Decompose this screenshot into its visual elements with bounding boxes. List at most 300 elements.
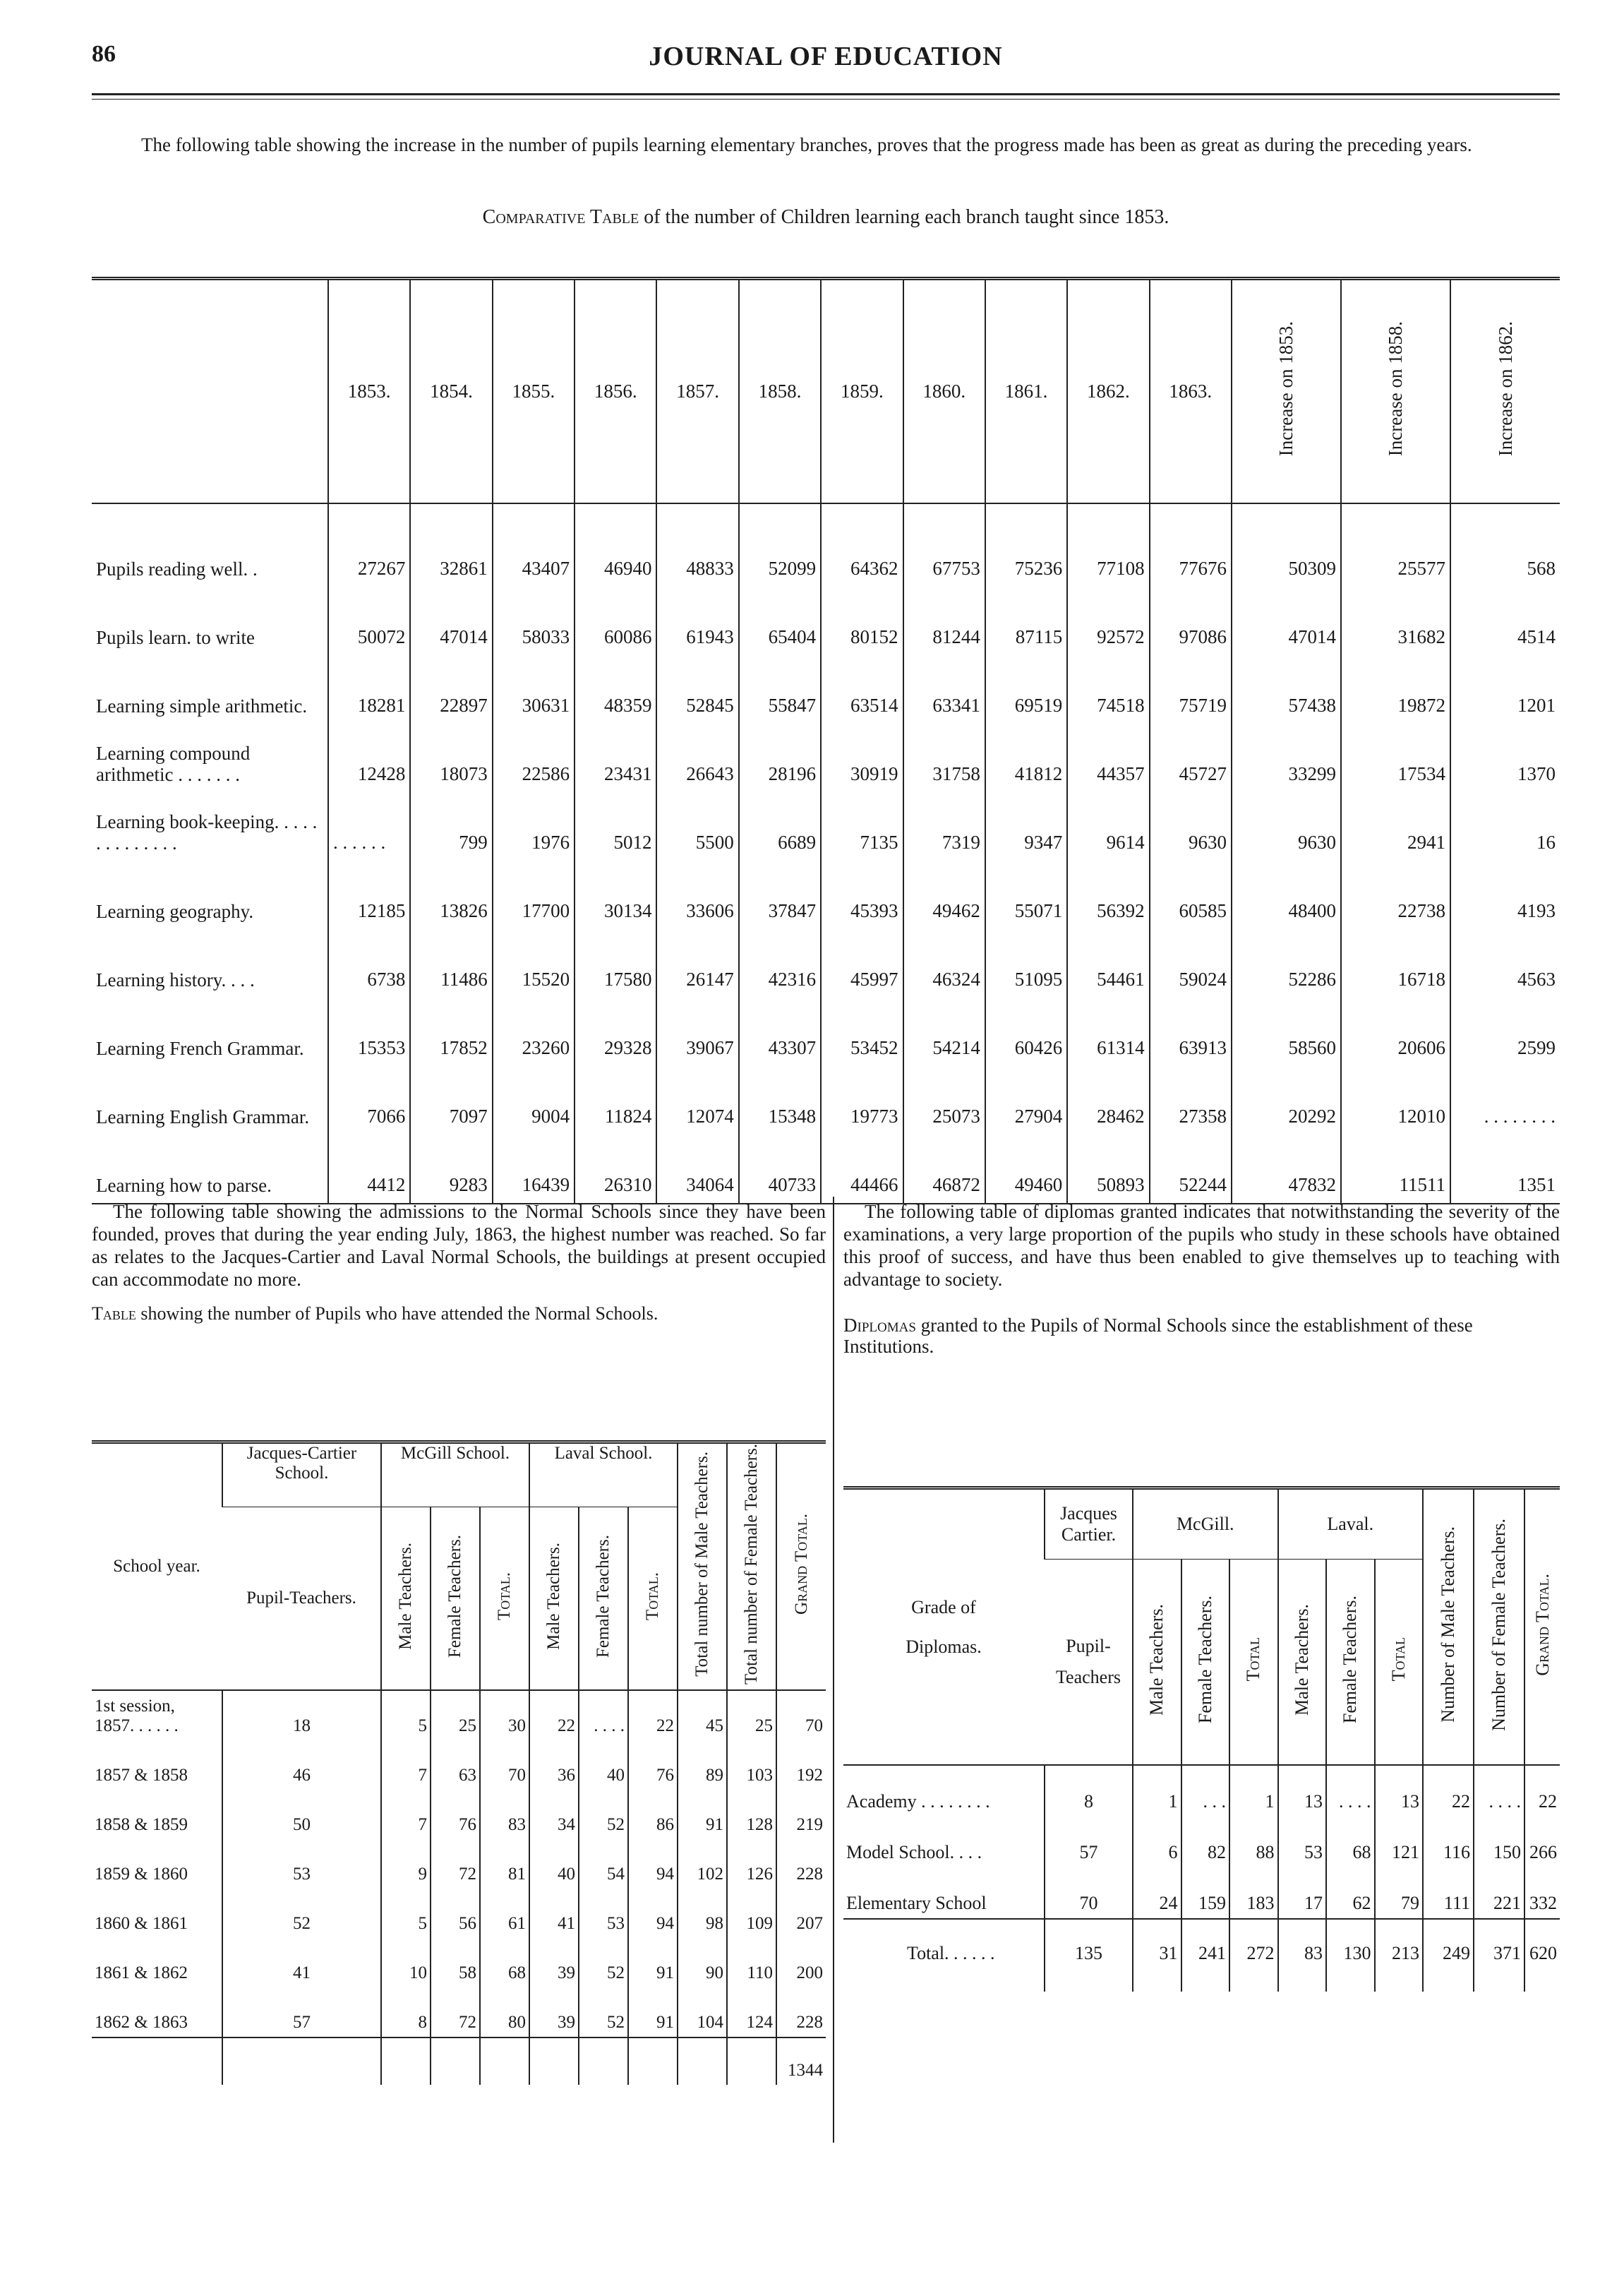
table-cell: 89 [678, 1740, 727, 1790]
table-cell: 7135 [821, 792, 903, 861]
table-cell: 46 [222, 1740, 381, 1790]
table-cell: 26310 [575, 1135, 656, 1204]
mcgill-total-header [480, 1507, 529, 1690]
caption-rest: of the number of Children learning each branch taught since 1853. [639, 206, 1169, 228]
table-cell: 55071 [985, 861, 1067, 929]
table-cell: 241 [1181, 1919, 1230, 1992]
table-cell: 31682 [1341, 587, 1450, 655]
table-cell: 63341 [903, 655, 985, 724]
table-cell: 70 [1045, 1867, 1133, 1919]
table-cell: 39 [529, 1987, 579, 2037]
table-cell: 46872 [903, 1135, 985, 1204]
table-row [843, 1867, 1560, 1919]
table-cell: 8 [381, 1987, 431, 2037]
table-cell: 50 [222, 1790, 381, 1839]
table-cell: 5 [381, 1690, 431, 1740]
table-cell: 42316 [739, 929, 821, 998]
table-cell: 64362 [821, 503, 903, 587]
empty-cell [92, 2037, 222, 2085]
table-cell: 34064 [656, 1135, 738, 1204]
table-cell: 1201 [1450, 655, 1560, 724]
table-cell: 7097 [410, 1066, 492, 1135]
table-cell: 126 [727, 1839, 776, 1889]
table-cell: 48400 [1232, 861, 1341, 929]
table-cell: 22 [628, 1690, 678, 1740]
total-male-label: Total number of Male Teachers. [692, 1452, 711, 1677]
laval-male-header [1278, 1560, 1327, 1766]
table-cell: 16439 [493, 1135, 575, 1204]
table-cell: 128 [727, 1790, 776, 1839]
school-year-cell: 1862 & 1863 [95, 2013, 188, 2033]
table-cell: 45 [678, 1690, 727, 1740]
mcgill-male-header [381, 1507, 431, 1690]
year-header: 1855. [493, 279, 575, 503]
table-cell: 15520 [493, 929, 575, 998]
comparative-table [92, 277, 1560, 1204]
table-cell: 60585 [1150, 861, 1232, 929]
table-cell: 18281 [328, 655, 410, 724]
table-cell: 37847 [739, 861, 821, 929]
table-cell: 104 [678, 1987, 727, 2037]
year-header: 1854. [410, 279, 492, 503]
table-cell: 52244 [1150, 1135, 1232, 1204]
table-cell: 4514 [1450, 587, 1560, 655]
table-cell: 11511 [1341, 1135, 1450, 1204]
table-cell: 1976 [493, 792, 575, 861]
table-cell: 221 [1474, 1867, 1524, 1919]
table-cell: 39067 [656, 998, 738, 1066]
table-cell: 183 [1229, 1867, 1278, 1919]
table-cell: 620 [1524, 1919, 1560, 1992]
table-cell: 32861 [410, 503, 492, 587]
table-cell: 57 [1045, 1817, 1133, 1867]
empty-cell [529, 2037, 579, 2085]
mcgill-female-header [1181, 1560, 1230, 1766]
table-cell: 213 [1375, 1919, 1424, 1992]
table-cell: 5 [381, 1889, 431, 1938]
grand-sum-cell: 1344 [776, 2037, 826, 2085]
empty-cell [579, 2037, 628, 2085]
table-cell: 266 [1524, 1817, 1560, 1867]
laval-female-header [579, 1507, 628, 1690]
school-year-cell: 1861 & 1862 [95, 1963, 188, 1983]
table-cell: 135 [1045, 1919, 1133, 1992]
table-cell: 70 [480, 1740, 529, 1790]
female-label: Female Teachers. [594, 1534, 613, 1658]
table-cell: 53 [579, 1889, 628, 1938]
table-cell: 52286 [1232, 929, 1341, 998]
table-cell: 81 [480, 1839, 529, 1889]
table-cell: 30134 [575, 861, 656, 929]
table-cell: 219 [776, 1790, 826, 1839]
row-label-header [92, 279, 328, 503]
row-label: Learning French Grammar. [96, 1037, 304, 1059]
increase-header [1450, 279, 1560, 503]
table-cell: 62 [1326, 1867, 1375, 1919]
year-header: 1863. [1150, 279, 1232, 503]
table-cell: 40 [529, 1839, 579, 1889]
table-cell: 28462 [1067, 1066, 1149, 1135]
table-cell: 12074 [656, 1066, 738, 1135]
table-cell: 51095 [985, 929, 1067, 998]
table-cell: 12185 [328, 861, 410, 929]
table-cell: 130 [1326, 1919, 1375, 1992]
table-cell: 44357 [1067, 724, 1149, 792]
table-cell: 102 [678, 1839, 727, 1889]
table-cell: 39 [529, 1938, 579, 1987]
diplomas-caption [843, 1315, 1560, 1357]
journal-title: JOURNAL OF EDUCATION [649, 42, 1003, 71]
table-row [92, 1690, 826, 1740]
table-cell: 53 [222, 1839, 381, 1889]
empty-cell [222, 2037, 381, 2085]
table-cell: 13826 [410, 861, 492, 929]
table-cell: 9630 [1232, 792, 1341, 861]
table-cell: 27267 [328, 503, 410, 587]
table-cell: 50309 [1232, 503, 1341, 587]
table-cell: 63 [431, 1740, 480, 1790]
table-cell: 28196 [739, 724, 821, 792]
mcgill-group-header: McGill School. [381, 1442, 529, 1507]
table-cell: 94 [628, 1839, 678, 1889]
table-cell: 52 [222, 1889, 381, 1938]
row-label: Pupils reading well. . [96, 558, 258, 580]
female-label: Female Teachers. [1340, 1595, 1361, 1724]
table-cell: 43407 [493, 503, 575, 587]
table-cell: 47832 [1232, 1135, 1341, 1204]
table-cell: 22897 [410, 655, 492, 724]
table-cell: 56 [431, 1889, 480, 1938]
table-row [92, 1790, 826, 1839]
row-label: Learning how to parse. [92, 1135, 328, 1204]
table-cell: 17580 [575, 929, 656, 998]
table-cell: 41812 [985, 724, 1067, 792]
table-cell: 116 [1423, 1817, 1474, 1867]
table-cell: 22738 [1341, 861, 1450, 929]
table-cell: . . . . [579, 1690, 628, 1740]
table-cell: 49460 [985, 1135, 1067, 1204]
row-label: Learning compound arithmetic . . . . . . . [96, 742, 251, 785]
table-cell: 4412 [328, 1135, 410, 1204]
grand-total-header [776, 1442, 826, 1691]
table-cell: 111 [1423, 1867, 1474, 1919]
table-cell: 76 [431, 1790, 480, 1839]
table-cell: 91 [678, 1790, 727, 1839]
grade-label: Grade of Diplomas. [906, 1596, 982, 1657]
table-cell: 121 [1375, 1817, 1424, 1867]
table-cell: 9 [381, 1839, 431, 1889]
school-year-cell: 1859 & 1860 [95, 1865, 188, 1884]
grand-sum-row [92, 2037, 826, 2085]
table-cell: 72 [431, 1839, 480, 1889]
table-cell: . . . [1181, 1765, 1230, 1817]
table-cell: 53 [1278, 1817, 1327, 1867]
empty-cell [727, 2037, 776, 2085]
jacques-cartier-group-header: Jacques-Cartier School. [222, 1442, 381, 1507]
mcgill-total-header [1229, 1560, 1278, 1766]
num-male-header [1423, 1488, 1474, 1766]
year-header: 1860. [903, 279, 985, 503]
row-label: Learning geography. [96, 900, 254, 922]
pupil-teachers-header: Pupil-Teachers. [222, 1507, 381, 1690]
year-header: 1853. [328, 279, 410, 503]
total-male-header [678, 1442, 727, 1691]
table-cell: 22 [1524, 1765, 1560, 1817]
table-cell: 19773 [821, 1066, 903, 1135]
grand-total-label: Grand Total. [1532, 1573, 1553, 1676]
table-cell: 25073 [903, 1066, 985, 1135]
table-row [92, 861, 1560, 929]
table-cell: 47014 [410, 587, 492, 655]
table-cell: 6738 [328, 929, 410, 998]
table-cell: 60086 [575, 587, 656, 655]
table-cell: . . . . . . [328, 792, 410, 861]
table-cell: 53452 [821, 998, 903, 1066]
table-cell: 43307 [739, 998, 821, 1066]
table-cell: 91 [628, 1987, 678, 2037]
table-cell: 80152 [821, 587, 903, 655]
mcgill-female-header [431, 1507, 480, 1690]
table-row [92, 998, 1560, 1066]
table-cell: 58033 [493, 587, 575, 655]
table-cell: 46940 [575, 503, 656, 587]
table-cell: 97086 [1150, 587, 1232, 655]
table-cell: 94 [628, 1889, 678, 1938]
table-cell: 59024 [1150, 929, 1232, 998]
table-cell: 332 [1524, 1867, 1560, 1919]
table-row [843, 1817, 1560, 1867]
school-year-cell: 1857 & 1858 [95, 1766, 188, 1785]
table-cell: 1370 [1450, 724, 1560, 792]
row-label: Learning simple arithmetic. [96, 695, 308, 717]
table-cell: 23260 [493, 998, 575, 1066]
table-cell: 17534 [1341, 724, 1450, 792]
table-cell: 90 [678, 1938, 727, 1987]
header-rule [92, 93, 1560, 100]
mcgill-group-header: McGill. [1133, 1488, 1278, 1560]
male-label: Male Teachers. [396, 1542, 415, 1650]
table-cell: 92572 [1067, 587, 1149, 655]
table-cell: 61314 [1067, 998, 1149, 1066]
grand-total-header [1524, 1488, 1560, 1766]
table-row [92, 1839, 826, 1889]
table-cell: 52 [579, 1790, 628, 1839]
table-cell: 110 [727, 1938, 776, 1987]
table-cell: 33606 [656, 861, 738, 929]
empty-cell [628, 2037, 678, 2085]
year-header: 1857. [656, 279, 738, 503]
table-cell: 1 [1229, 1765, 1278, 1817]
caption-lead: Comparative Table [482, 206, 639, 228]
laval-group-header: Laval. [1278, 1488, 1424, 1560]
table-cell: 86 [628, 1790, 678, 1839]
table-cell: 65404 [739, 587, 821, 655]
table-cell: 52099 [739, 503, 821, 587]
diplomas-body [843, 1765, 1560, 1992]
table-cell: 79 [1375, 1867, 1424, 1919]
table-cell: 12428 [328, 724, 410, 792]
year-header: 1859. [821, 279, 903, 503]
table-cell: 30631 [493, 655, 575, 724]
table-cell: 1 [1133, 1765, 1181, 1817]
increase-header [1341, 279, 1450, 503]
table-cell: 17700 [493, 861, 575, 929]
jacques-cartier-group-header: Jacques Cartier. [1045, 1488, 1133, 1560]
table-cell: 31 [1133, 1919, 1181, 1992]
table-cell: 1351 [1450, 1135, 1560, 1204]
table-cell: 70 [776, 1690, 826, 1740]
table-cell: 20292 [1232, 1066, 1341, 1135]
table-cell: 27358 [1150, 1066, 1232, 1135]
table-cell: 82 [1181, 1817, 1230, 1867]
table-cell: 52 [579, 1938, 628, 1987]
table-cell: 83 [480, 1790, 529, 1839]
increase-header [1232, 279, 1341, 503]
total-label: Total. [495, 1572, 514, 1620]
caption-lead: Table [92, 1303, 136, 1324]
pupil-teachers-header [1045, 1560, 1133, 1766]
table-cell: 9630 [1150, 792, 1232, 861]
table-cell: 7 [381, 1790, 431, 1839]
table-cell: 192 [776, 1740, 826, 1790]
table-cell: 76 [628, 1740, 678, 1790]
table-cell: 45997 [821, 929, 903, 998]
table-cell: 75236 [985, 503, 1067, 587]
male-label: Male Teachers. [544, 1542, 563, 1650]
table-row [92, 1066, 1560, 1135]
table-cell: 371 [1474, 1919, 1524, 1992]
total-label-cell: Total. . . . . . [843, 1919, 1045, 1992]
table-cell: 6689 [739, 792, 821, 861]
normal-admissions-paragraph: The following table showing the admissions to the Normal Schools since they have been founded, proves that during the year ending July, 1863, the highest number was reached. So far as relates to the Jacques-Cartier and Laval Normal Schools, the buildings at present occupied can accommodate no more. [92, 1201, 826, 1290]
increase-label: Increase on 1862. [1494, 321, 1516, 457]
row-label: Learning history. . . . [96, 969, 255, 991]
table-cell: 45393 [821, 861, 903, 929]
table-cell: 25 [727, 1690, 776, 1740]
mcgill-male-header [1133, 1560, 1181, 1766]
caption-rest: granted to the Pupils of Normal Schools since the establishment of these Institutions. [843, 1315, 1473, 1357]
table-cell: 9614 [1067, 792, 1149, 861]
table-cell: 4193 [1450, 861, 1560, 929]
normal-admissions-caption [92, 1303, 826, 1324]
school-year-cell: 1st session, 1857. . . . . . [95, 1696, 179, 1736]
row-label: Learning English Grammar. [96, 1106, 310, 1127]
caption-lead: Diplomas [843, 1315, 916, 1336]
table-cell: 80 [480, 1987, 529, 2037]
table-cell: 26643 [656, 724, 738, 792]
table-cell: 13 [1375, 1765, 1424, 1817]
table-cell: 58 [431, 1938, 480, 1987]
comparative-table-caption [92, 206, 1560, 229]
table-cell: 30919 [821, 724, 903, 792]
table-cell: 103 [727, 1740, 776, 1790]
table-cell: 159 [1181, 1867, 1230, 1919]
table-cell: 19872 [1341, 655, 1450, 724]
total-row [843, 1919, 1560, 1992]
grade-cell: Model School. . . . [846, 1842, 982, 1862]
column-divider [833, 1197, 834, 2143]
table-cell: 68 [480, 1938, 529, 1987]
table-cell: 26147 [656, 929, 738, 998]
table-cell: 228 [776, 1839, 826, 1889]
table-row [92, 503, 1560, 587]
table-cell: 150 [1474, 1817, 1524, 1867]
table-row [92, 1987, 826, 2037]
table-row [92, 792, 1560, 861]
table-cell: 33299 [1232, 724, 1341, 792]
table-cell: . . . . [1326, 1765, 1375, 1817]
table-cell: 6 [1133, 1817, 1181, 1867]
table-cell: 68 [1326, 1817, 1375, 1867]
table-cell: 87115 [985, 587, 1067, 655]
table-cell: 52 [579, 1987, 628, 2037]
table-cell: 44466 [821, 1135, 903, 1204]
table-cell: 61943 [656, 587, 738, 655]
comparative-body [92, 503, 1560, 1204]
empty-cell [678, 2037, 727, 2085]
table-cell: 74518 [1067, 655, 1149, 724]
table-cell: 67753 [903, 503, 985, 587]
table-row [843, 1765, 1560, 1817]
row-label: Learning book-keeping. . . . . . . . . . . . . . [96, 810, 318, 854]
table-cell: 49462 [903, 861, 985, 929]
table-cell: 36 [529, 1740, 579, 1790]
table-row [92, 1740, 826, 1790]
table-cell: 25 [431, 1690, 480, 1740]
table-cell: 45727 [1150, 724, 1232, 792]
increase-label: Increase on 1853. [1275, 321, 1297, 457]
intro-paragraph: The following table showing the increase in the number of pupils learning elementary branches, proves that the progress made has been as great as during the preceding years. [141, 134, 1472, 155]
table-cell: 17 [1278, 1867, 1327, 1919]
table-cell: 25577 [1341, 503, 1450, 587]
laval-total-header [628, 1507, 678, 1690]
table-cell: 27904 [985, 1066, 1067, 1135]
grade-cell: Elementary School [846, 1893, 987, 1913]
table-cell: 249 [1423, 1919, 1474, 1992]
table-cell: 83 [1278, 1919, 1327, 1992]
table-row [92, 587, 1560, 655]
table-row [92, 1889, 826, 1938]
table-cell: 77108 [1067, 503, 1149, 587]
year-header: 1861. [985, 279, 1067, 503]
increase-label: Increase on 1858. [1385, 321, 1406, 457]
diplomas-table [843, 1486, 1560, 1992]
table-cell: 58560 [1232, 998, 1341, 1066]
table-cell: . . . . [1474, 1765, 1524, 1817]
normal-admissions-body [92, 1690, 826, 2085]
table-row [92, 1938, 826, 1987]
pupil-teachers-label: Pupil-Teachers [1055, 1636, 1121, 1687]
table-cell: 11486 [410, 929, 492, 998]
table-cell: 799 [410, 792, 492, 861]
table-cell: 24 [1133, 1867, 1181, 1919]
table-cell: 54 [579, 1839, 628, 1889]
page-header [92, 41, 1560, 83]
empty-cell [480, 2037, 529, 2085]
table-cell: 11824 [575, 1066, 656, 1135]
table-cell: 2941 [1341, 792, 1450, 861]
table-cell: 9347 [985, 792, 1067, 861]
empty-cell [431, 2037, 480, 2085]
school-year-cell: 1860 & 1861 [95, 1914, 188, 1934]
table-cell: 5500 [656, 792, 738, 861]
caption-rest: showing the number of Pupils who have attended the Normal Schools. [136, 1303, 658, 1324]
table-cell: 228 [776, 1987, 826, 2037]
table-cell: 5012 [575, 792, 656, 861]
total-female-label: Total number of Female Teachers. [742, 1444, 761, 1685]
table-cell: 22 [529, 1690, 579, 1740]
grade-cell: Academy . . . . . . . . [846, 1791, 990, 1812]
